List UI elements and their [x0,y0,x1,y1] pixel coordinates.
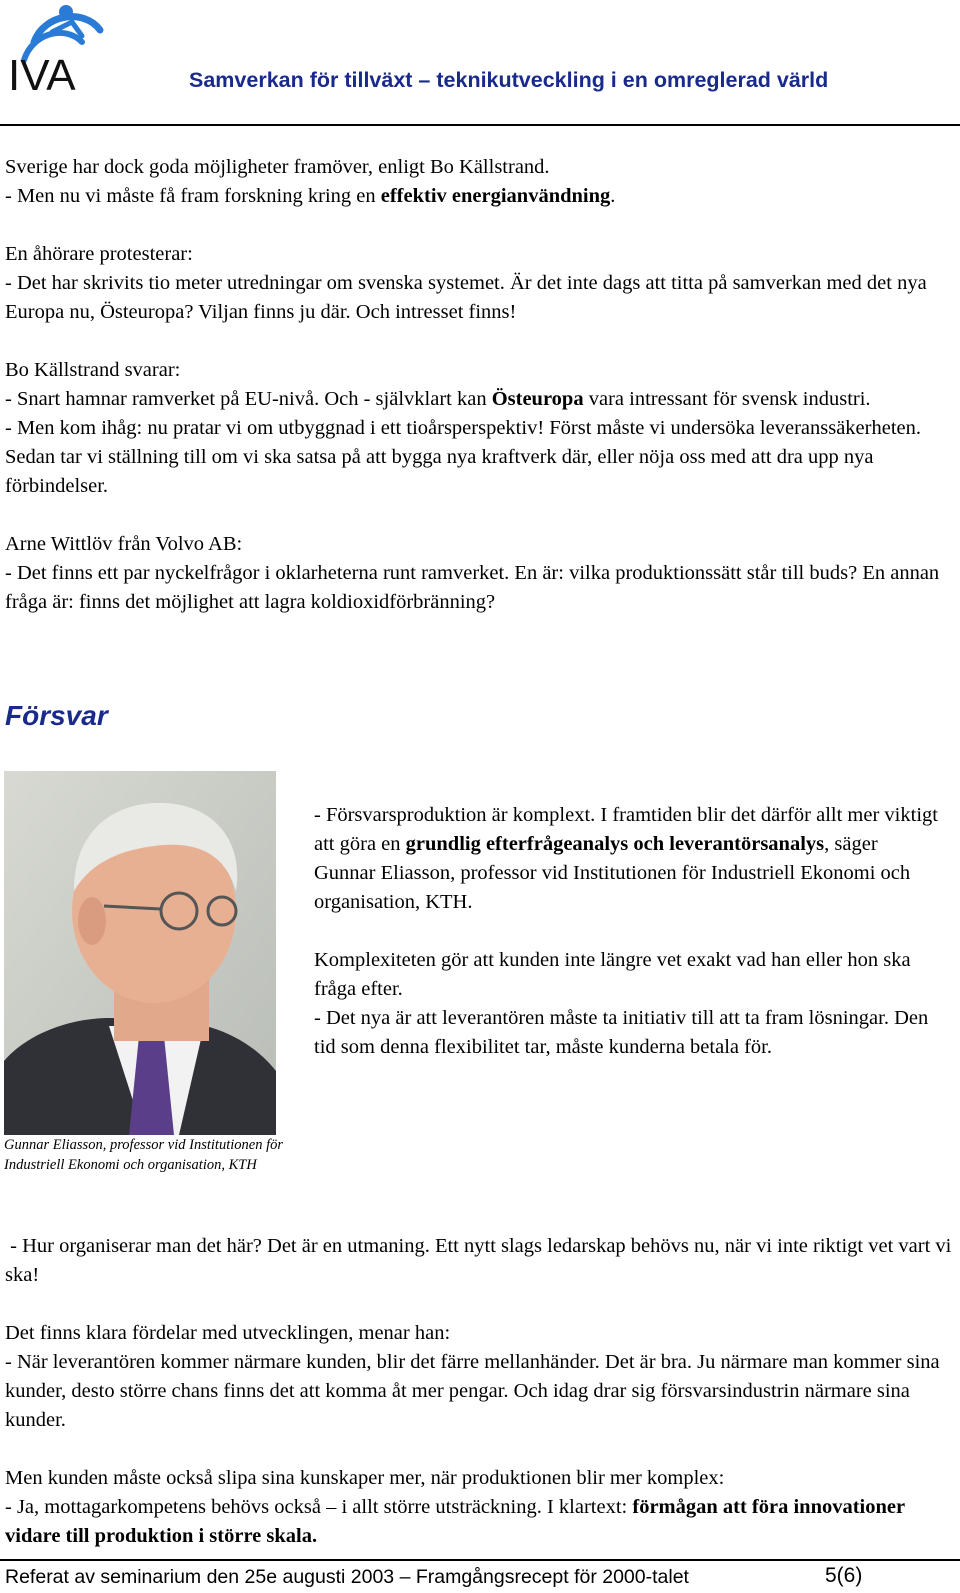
text-line: - Det finns ett par nyckelfrågor i oklarheterna runt ramverket. En är: vilka produktionssätt står till buds? En annan fråga är: finns det möjlighet att lagra koldioxidförbränning? [5,562,940,613]
paragraph [5,414,955,501]
svg-text:IVA: IVA [8,51,76,94]
paragraph [5,1464,955,1493]
bold-phrase: Östeuropa [491,388,584,410]
text-line: - Men kom ihåg: nu pratar vi om utbyggnad i ett tioårsperspektiv! Först måste vi undersöka leveranssäkerheten. Sedan tar vi ställning till om vi ska satsa på att bygga nya kraftverk där, eller nöja oss med att dra upp nya förbindelser. [5,417,922,497]
intro-text [5,153,955,617]
text-line: Bo Källstrand svarar: [5,359,181,381]
section-heading: Försvar [5,700,108,731]
paragraph [314,946,944,1004]
bold-phrase: förmågan att föra innovationer vidare till produktion i större skala. [5,1496,905,1547]
text-line: vara intressant för svensk industri. [583,388,871,410]
header-title: Samverkan för tillväxt – teknikutveckling i en omreglerad värld [189,68,829,92]
paragraph [5,356,955,385]
text-line: - Ja, mottagarkompetens behövs också – i allt större utsträckning. I klartext: [5,1496,633,1518]
iva-logo [4,2,104,94]
side-text [314,801,944,1062]
paragraph [5,385,955,414]
text-line: Sverige har dock goda möjligheter framöver, enligt Bo Källstrand. [5,156,550,178]
header-divider [0,124,960,126]
portrait-photo [4,771,276,1135]
text-line: En åhörare protesterar: [5,243,193,265]
text-line: Det finns klara fördelar med utvecklingen, menar han: [5,1322,451,1344]
text-line: - Hur organiserar man det här? Det är en utmaning. Ett nytt slags ledarskap behövs nu, när vi inte riktigt vet vart vi ska! [5,1235,957,1286]
portrait-image [4,771,276,1135]
footer-divider [0,1559,960,1561]
paragraph [5,1232,955,1290]
text-line: - När leverantören kommer närmare kunden, blir det färre mellanhänder. Det är bra. Ju närmare man kommer sina kunder, desto större chans finns det att komma åt mer pengar. Och idag drar sig försvarsindustrin närmare sina kunder. [5,1351,940,1431]
photo-caption: Gunnar Eliasson, professor vid Institutionen för Industriell Ekonomi och organisation, KTH [4,1137,283,1173]
page-number: 5(6) [825,1564,863,1587]
text-line: , säger Gunnar Eliasson, professor vid Institutionen för Industriell Ekonomi och organisation, KTH. [314,833,911,913]
paragraph [5,559,955,617]
text-line: . [610,185,616,207]
text-line: - Det har skrivits tio meter utredningar om svenska systemet. Är det inte dags att titta på samverkan med det nya Europa nu, Östeuropa? Viljan finns ju där. Och intresset finns! [5,272,927,323]
bold-phrase: effektiv energianvändning [380,185,611,207]
text-line: Men kunden måste också slipa sina kunskaper mer, när produktionen blir mer komplex: [5,1467,725,1489]
footer-text: Referat av seminarium den 25e augusti 2003 – Framgångsrecept för 2000-talet [5,1566,689,1588]
paragraph [5,1493,955,1551]
text-line: - Men nu vi måste få fram forskning kring en [5,185,381,207]
bold-phrase: grundlig efterfrågeanalys och leverantörsanalys [405,833,825,855]
text-line: Komplexiteten gör att kunden inte längre vet exakt vad han eller hon ska fråga efter. [314,949,911,1000]
text-line: - Försvarsproduktion är komplext. I framtiden blir det därför allt mer viktigt att göra en [314,804,938,855]
text-line: - Det nya är att leverantören måste ta initiativ till att ta fram lösningar. Den tid som denna flexibilitet tar, måste kunderna betala för. [314,1007,929,1058]
text-line: Arne Wittlöv från Volvo AB: [5,533,243,555]
paragraph [5,530,955,559]
paragraph [5,153,955,182]
paragraph [5,182,955,211]
paragraph [5,1319,955,1348]
closing-text [5,1232,955,1551]
paragraph [314,1004,944,1062]
page-header [0,0,960,126]
paragraph [314,801,944,917]
paragraph [5,269,955,327]
text-line: - Snart hamnar ramverket på EU-nivå. Och - självklart kan [5,388,492,410]
paragraph [5,1348,955,1435]
paragraph [5,240,955,269]
